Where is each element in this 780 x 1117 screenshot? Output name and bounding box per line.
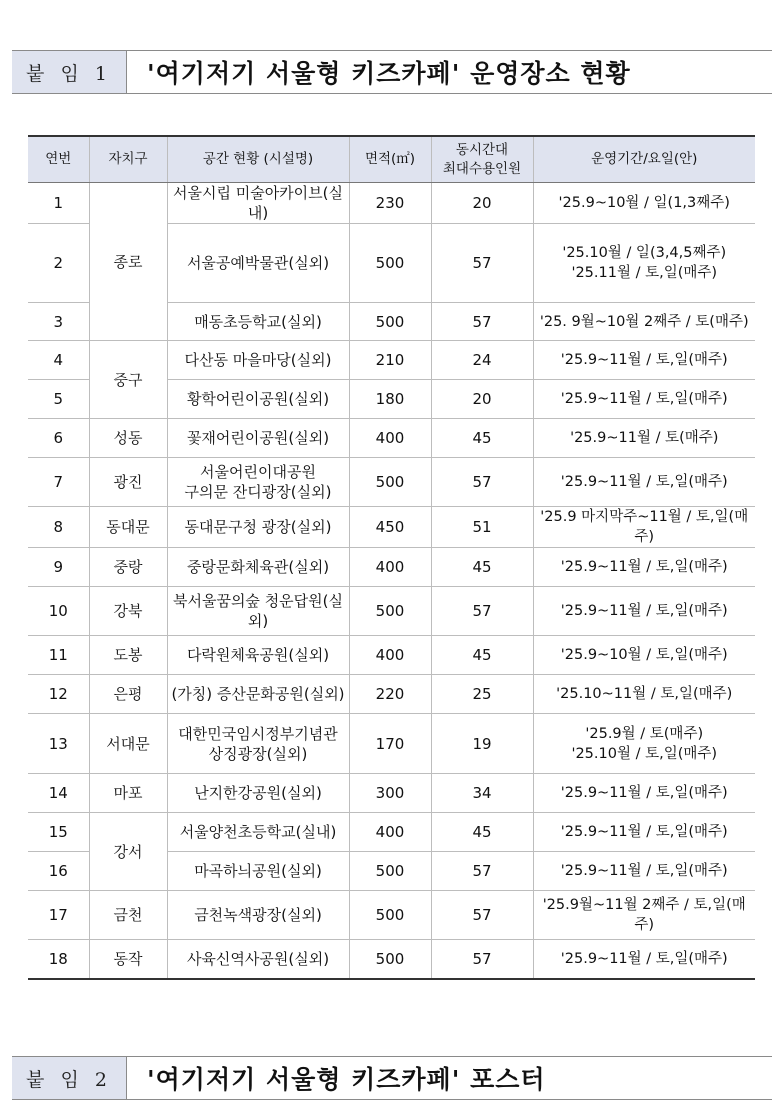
attachment-2-header	[12, 1056, 772, 1100]
cell-facility	[167, 341, 349, 380]
cell-area: 500	[349, 458, 431, 507]
cell-facility	[167, 940, 349, 979]
header-facility: 공간 현황 (시설명)	[167, 136, 349, 183]
table-row	[28, 183, 755, 224]
cell-capacity: 20	[431, 183, 533, 224]
cell-no: 9	[28, 548, 89, 587]
facility-line: 마곡하늬공원(실외)	[194, 862, 322, 880]
cell-capacity: 24	[431, 341, 533, 380]
cell-facility	[167, 774, 349, 813]
cell-capacity: 45	[431, 419, 533, 458]
cell-area: 400	[349, 548, 431, 587]
cell-area: 210	[349, 341, 431, 380]
table-row	[28, 548, 755, 587]
cell-capacity: 34	[431, 774, 533, 813]
cell-facility	[167, 380, 349, 419]
cell-facility	[167, 587, 349, 636]
schedule-line: '25.9월 / 토(매주)	[585, 725, 704, 742]
table-row	[28, 587, 755, 636]
table-row	[28, 458, 755, 507]
cell-schedule	[533, 224, 755, 303]
header-district: 자치구	[89, 136, 167, 183]
table-row	[28, 675, 755, 714]
cell-schedule	[533, 813, 755, 852]
cell-area: 450	[349, 507, 431, 548]
attachment-2-tag: 붙 임 2	[12, 1057, 127, 1099]
header-capacity-line-1: 동시간대	[455, 141, 509, 158]
facility-line: 꽃재어린이공원(실외)	[186, 429, 330, 447]
cell-capacity: 20	[431, 380, 533, 419]
cell-no: 8	[28, 507, 89, 548]
schedule-line: '25.11월 / 토,일(매주)	[571, 265, 718, 281]
table-header-row	[28, 136, 755, 183]
cell-district: 동작	[89, 940, 167, 979]
cell-capacity: 45	[431, 636, 533, 675]
cell-no: 17	[28, 891, 89, 940]
table-row	[28, 341, 755, 380]
cell-capacity: 57	[431, 303, 533, 341]
cell-facility	[167, 507, 349, 548]
facility-line: 상징광장(실외)	[208, 744, 308, 763]
attachment-1-tag: 붙 임 1	[12, 51, 127, 93]
schedule-line: '25.10~11월 / 토,일(매주)	[556, 686, 733, 702]
facility-line: (가칭) 증산문화공원(실외)	[171, 685, 345, 703]
cell-schedule	[533, 891, 755, 940]
cell-no: 4	[28, 341, 89, 380]
cell-area: 180	[349, 380, 431, 419]
cell-area: 500	[349, 852, 431, 891]
schedule-line: '25.9~11월 / 토,일(매주)	[560, 391, 728, 407]
facility-line: 사육신역사공원(실외)	[186, 949, 330, 968]
cell-facility	[167, 303, 349, 341]
facility-line: 매동초등학교(실외)	[194, 312, 322, 331]
facility-line: 서울양천초등학교(실내)	[179, 823, 337, 841]
cell-no: 5	[28, 380, 89, 419]
cell-area: 400	[349, 419, 431, 458]
schedule-line: '25.9월~11월 2째주 / 토,일(매주)	[542, 897, 746, 933]
table-row	[28, 940, 755, 979]
facility-line: 동대문구청 광장(실외)	[184, 518, 332, 536]
schedule-line: '25.9~11월 / 토,일(매주)	[560, 474, 728, 490]
cell-area: 500	[349, 303, 431, 341]
cell-district: 도봉	[89, 636, 167, 675]
facility-line: 금천녹색광장(실외)	[194, 906, 322, 924]
cell-area: 220	[349, 675, 431, 714]
table-body	[28, 183, 755, 979]
schedule-line: '25.9~11월 / 토(매주)	[570, 430, 719, 446]
cell-facility	[167, 636, 349, 675]
header-capacity	[431, 136, 533, 183]
cell-capacity: 45	[431, 548, 533, 587]
cell-no: 3	[28, 303, 89, 341]
cell-facility	[167, 224, 349, 303]
cell-no: 12	[28, 675, 89, 714]
cell-no: 11	[28, 636, 89, 675]
facility-line: 서울시립 미술아카이브(실내)	[172, 184, 343, 222]
table-row	[28, 813, 755, 852]
table-row	[28, 507, 755, 548]
cell-no: 16	[28, 852, 89, 891]
cell-schedule	[533, 507, 755, 548]
cell-capacity: 57	[431, 458, 533, 507]
cell-facility	[167, 183, 349, 224]
schedule-line: '25.9~11월 / 토,일(매주)	[560, 559, 728, 575]
cell-no: 18	[28, 940, 89, 979]
schedule-line: '25.9~10월 / 토,일(매주)	[560, 647, 728, 663]
cell-schedule	[533, 587, 755, 636]
header-no: 연번	[28, 136, 89, 183]
cell-schedule	[533, 852, 755, 891]
facility-line: 다락원체육공원(실외)	[186, 646, 330, 664]
cell-district: 중구	[89, 341, 167, 419]
facility-line: 서울어린이대공원	[200, 463, 316, 481]
header-area: 면적(㎡)	[349, 136, 431, 183]
schedule-line: '25.9~11월 / 토,일(매주)	[560, 352, 728, 368]
schedule-line: '25.9 마지막주~11월 / 토,일(매주)	[540, 509, 749, 545]
cell-schedule	[533, 341, 755, 380]
cell-schedule	[533, 940, 755, 979]
facility-line: 중랑문화체육관(실외)	[186, 558, 330, 576]
cell-facility	[167, 419, 349, 458]
cell-area: 500	[349, 224, 431, 303]
cell-district: 광진	[89, 458, 167, 507]
schedule-line: '25.9~11월 / 토,일(매주)	[560, 824, 728, 840]
cell-district: 강북	[89, 587, 167, 636]
header-schedule: 운영기간/요일(안)	[533, 136, 755, 183]
cell-area: 500	[349, 891, 431, 940]
schedule-line: '25. 9월~10월 2째주 / 토(매주)	[539, 313, 749, 330]
cell-no: 1	[28, 183, 89, 224]
table-row	[28, 891, 755, 940]
schedule-line: '25.9~11월 / 토,일(매주)	[560, 785, 728, 801]
cell-schedule	[533, 548, 755, 587]
cell-area: 400	[349, 813, 431, 852]
cell-no: 2	[28, 224, 89, 303]
cell-area: 230	[349, 183, 431, 224]
cell-facility	[167, 714, 349, 774]
cell-area: 300	[349, 774, 431, 813]
schedule-line: '25.9~10월 / 일(1,3째주)	[558, 195, 730, 211]
cell-no: 13	[28, 714, 89, 774]
attachment-1-title: '여기저기 서울형 키즈카페' 운영장소 현황	[147, 59, 631, 88]
schedule-line: '25.9~11월 / 토,일(매주)	[560, 950, 728, 967]
cell-capacity: 25	[431, 675, 533, 714]
facility-line: 황학어린이공원(실외)	[186, 390, 330, 408]
cell-schedule	[533, 419, 755, 458]
schedule-line: '25.10월 / 일(3,4,5째주)	[562, 245, 727, 261]
cell-district: 종로	[89, 183, 167, 341]
cell-schedule	[533, 303, 755, 341]
facility-line: 구의문 잔디광장(실외)	[184, 483, 332, 501]
cell-no: 6	[28, 419, 89, 458]
header-capacity-line-2: 최대수용인원	[442, 160, 522, 177]
cell-capacity: 57	[431, 224, 533, 303]
cell-capacity: 57	[431, 891, 533, 940]
cell-district: 동대문	[89, 507, 167, 548]
cell-schedule	[533, 380, 755, 419]
cell-facility	[167, 458, 349, 507]
cell-area: 400	[349, 636, 431, 675]
cell-facility	[167, 548, 349, 587]
cell-no: 14	[28, 774, 89, 813]
table-row	[28, 419, 755, 458]
cell-district: 강서	[89, 813, 167, 891]
schedule-line: '25.10월 / 토,일(매주)	[571, 745, 718, 762]
cell-schedule	[533, 774, 755, 813]
cell-facility	[167, 852, 349, 891]
cell-no: 10	[28, 587, 89, 636]
cell-facility	[167, 813, 349, 852]
cell-district: 중랑	[89, 548, 167, 587]
schedule-line: '25.9~11월 / 토,일(매주)	[560, 863, 728, 879]
table-row	[28, 714, 755, 774]
facility-line: 서울공예박물관(실외)	[186, 254, 330, 272]
cell-no: 7	[28, 458, 89, 507]
table-row	[28, 774, 755, 813]
cell-district: 서대문	[89, 714, 167, 774]
facility-line: 북서울꿈의숲 청운답원(실외)	[172, 592, 343, 630]
table-row	[28, 636, 755, 675]
cell-facility	[167, 675, 349, 714]
cell-district: 성동	[89, 419, 167, 458]
cell-capacity: 51	[431, 507, 533, 548]
cell-area: 170	[349, 714, 431, 774]
cell-schedule	[533, 636, 755, 675]
attachment-2-title: '여기저기 서울형 키즈카페' 포스터	[147, 1065, 546, 1094]
cell-area: 500	[349, 587, 431, 636]
cell-district: 금천	[89, 891, 167, 940]
kids-cafe-location-table	[28, 135, 755, 980]
cell-schedule	[533, 183, 755, 224]
cell-capacity: 57	[431, 940, 533, 979]
cell-no: 15	[28, 813, 89, 852]
facility-line: 대한민국임시정부기념관	[178, 724, 338, 743]
cell-schedule	[533, 675, 755, 714]
cell-area: 500	[349, 940, 431, 979]
cell-facility	[167, 891, 349, 940]
attachment-1-header	[12, 50, 772, 94]
facility-line: 다산동 마을마당(실외)	[184, 351, 332, 369]
cell-capacity: 19	[431, 714, 533, 774]
cell-district: 은평	[89, 675, 167, 714]
cell-capacity: 57	[431, 852, 533, 891]
schedule-line: '25.9~11월 / 토,일(매주)	[560, 603, 728, 619]
cell-schedule	[533, 714, 755, 774]
cell-schedule	[533, 458, 755, 507]
cell-district: 마포	[89, 774, 167, 813]
cell-capacity: 57	[431, 587, 533, 636]
cell-capacity: 45	[431, 813, 533, 852]
facility-line: 난지한강공원(실외)	[194, 784, 322, 802]
